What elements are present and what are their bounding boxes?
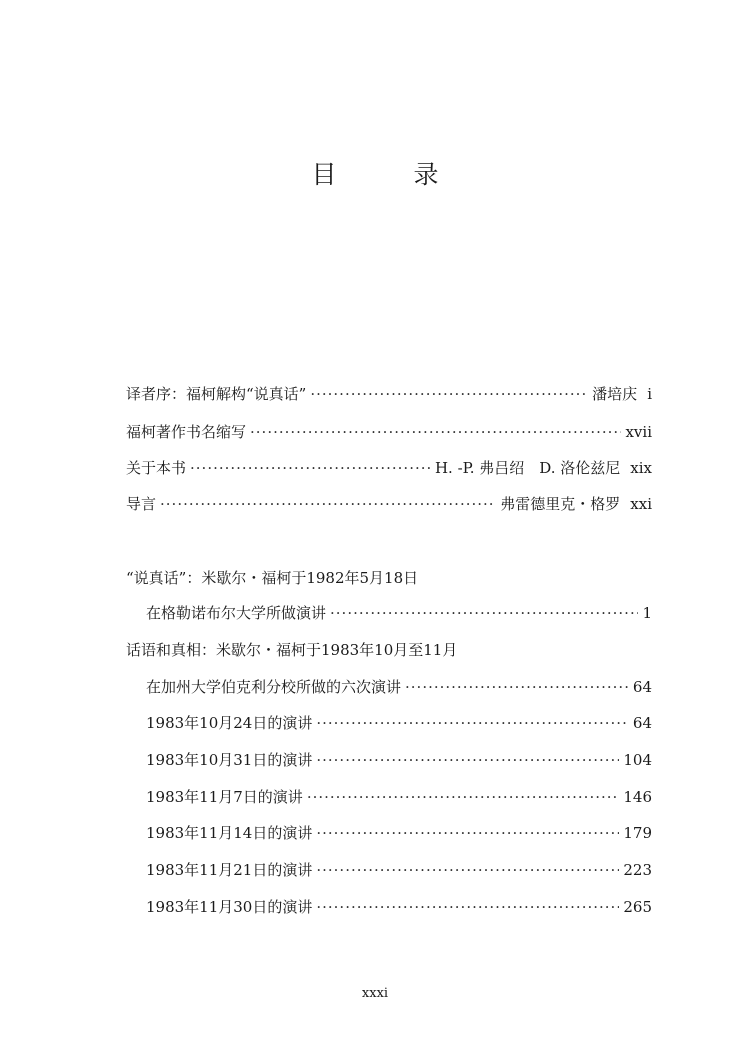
toc-entry-label: 福柯著作书名缩写: [126, 423, 247, 441]
toc-entry-author: 潘培庆: [592, 385, 638, 403]
leader-dots: [190, 458, 431, 478]
leader-dots: [316, 750, 619, 770]
part1-heading: “说真话”：米歇尔・福柯于1982年5月18日: [126, 569, 419, 587]
toc-entry-grenoble-lecture[interactable]: [126, 603, 652, 623]
toc-entry-author: H. -P. 弗吕绍 D. 洛伦兹尼: [434, 459, 621, 477]
toc-entry-label: 1983年10月31日的演讲: [146, 751, 313, 769]
toc-entry-page: 1: [642, 604, 652, 622]
toc-entry-label: 1983年10月24日的演讲: [146, 714, 313, 732]
toc-entry-about-book[interactable]: [126, 458, 652, 478]
part2-heading: 话语和真相：米歇尔・福柯于1983年10月至11月: [126, 641, 458, 659]
leader-dots: [405, 677, 629, 697]
toc-entry-page: 146: [623, 788, 652, 806]
toc-entry-page: 64: [632, 678, 652, 696]
toc-entry-page: 179: [623, 824, 652, 842]
toc-entry-page: xvii: [625, 423, 652, 441]
leader-dots: [316, 713, 629, 733]
toc-entry-lecture-nov-21[interactable]: [126, 860, 652, 880]
toc-entry-page: xix: [630, 459, 652, 477]
toc-entry-page: 64: [632, 714, 652, 732]
toc-entry-page: 265: [623, 898, 652, 916]
leader-dots: [316, 823, 619, 843]
toc-entry-lecture-oct-24[interactable]: [126, 713, 652, 733]
toc-entry-lecture-oct-31[interactable]: [126, 750, 652, 770]
toc-entry-page: 104: [623, 751, 652, 769]
toc-entry-translator-preface[interactable]: [126, 384, 652, 404]
leader-dots: [316, 897, 619, 917]
leader-dots: [307, 787, 620, 807]
toc-entry-lecture-nov-30[interactable]: [126, 897, 652, 917]
toc-entry-page: xxi: [630, 495, 652, 513]
toc-entry-label: 1983年11月7日的演讲: [146, 788, 303, 806]
leader-dots: [330, 603, 638, 623]
toc-entry-label: 导言: [126, 495, 157, 513]
toc-entry-author: 弗雷德里克・格罗: [500, 495, 621, 513]
toc-entry-label: 1983年11月30日的演讲: [146, 898, 313, 916]
toc-entry-lecture-nov-14[interactable]: [126, 823, 652, 843]
toc-entry-label: 1983年11月14日的演讲: [146, 824, 313, 842]
toc-entry-label: 关于本书: [126, 459, 187, 477]
leader-dots: [310, 384, 588, 404]
toc-entry-label: 在加州大学伯克利分校所做的六次演讲: [146, 678, 402, 696]
toc-entry-abbreviations[interactable]: [126, 422, 652, 442]
toc-entry-label: 译者序：福柯解构“说真话”: [126, 385, 307, 403]
toc-entry-page: 223: [623, 861, 652, 879]
toc-entry-label: 在格勒诺布尔大学所做演讲: [146, 604, 327, 622]
toc-entry-lecture-nov-7[interactable]: [126, 787, 652, 807]
toc-entry-berkeley-lectures[interactable]: [126, 677, 652, 697]
leader-dots: [160, 494, 496, 514]
leader-dots: [316, 860, 619, 880]
leader-dots: [250, 422, 621, 442]
page-number: xxxi: [361, 986, 389, 1001]
toc-entry-introduction[interactable]: [126, 494, 652, 514]
toc-entry-label: 1983年11月21日的演讲: [146, 861, 313, 879]
toc-entry-page: i: [647, 385, 652, 403]
page-title: 目 录: [311, 160, 465, 189]
